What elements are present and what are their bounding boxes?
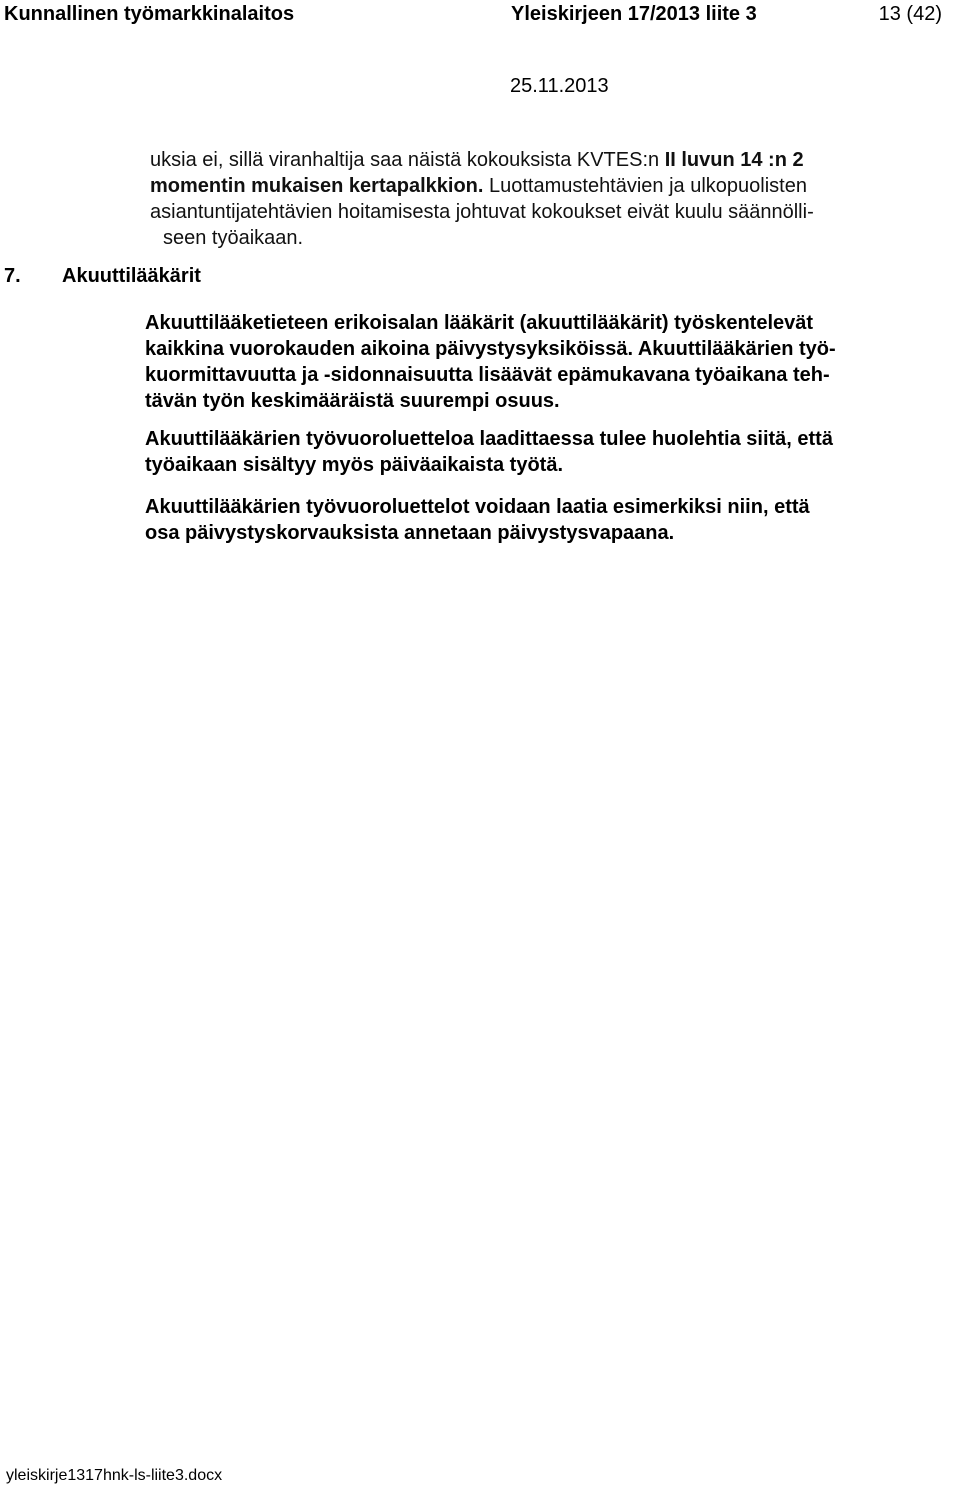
page-number: 13 (42) [878, 3, 942, 25]
paragraph-3-line-1: Akuuttilääkärien työvuoroluettelot voidaan laatia esimerkiksi niin, että [145, 496, 810, 518]
paragraph-1-line-4: tävän työn keskimääräistä suurempi osuus. [145, 390, 560, 412]
paragraph-1 [145, 310, 885, 414]
intro-line-1 [150, 147, 890, 173]
intro-line-4: seen työaikaan. [163, 227, 304, 249]
header-organization: Kunnallinen työmarkkinalaitos [4, 3, 295, 25]
paragraph-2-line-1: Akuuttilääkärien työvuoroluetteloa laadittaessa tulee huolehtia siitä, että [145, 428, 833, 450]
intro-line-2-regular: Luottamustehtävien ja ulkopuolisten [483, 175, 807, 197]
paragraph-3-line-2: osa päivystyskorvauksista annetaan päivystysvapaana. [145, 522, 675, 544]
intro-paragraph [150, 147, 890, 251]
document-date: 25.11.2013 [510, 75, 609, 97]
section-title: Akuuttilääkärit [62, 265, 201, 287]
intro-line-2 [150, 173, 890, 199]
footer-filename: yleiskirje1317hnk-ls-liite3.docx [6, 1467, 223, 1484]
header-document-title: Yleiskirjeen 17/2013 liite 3 [511, 3, 757, 25]
intro-line-1-regular: uksia ei, sillä viranhaltija saa näistä kokouksista KVTES:n [150, 149, 665, 171]
intro-line-3: asiantuntijatehtävien hoitamisesta johtuvat kokoukset eivät kuulu säännölli- [150, 201, 814, 223]
paragraph-1-line-2: kaikkina vuorokauden aikoina päivystysyksiköissä. Akuuttilääkärien työ- [145, 338, 836, 360]
paragraph-3 [145, 494, 885, 546]
section-number: 7. [4, 265, 21, 287]
paragraph-1-line-3: kuormittavuutta ja -sidonnaisuutta lisäävät epämukavana työaikana teh- [145, 364, 830, 386]
paragraph-1-line-1: Akuuttilääketieteen erikoisalan lääkärit (akuuttilääkärit) työskentelevät [145, 312, 814, 334]
section-heading [4, 264, 201, 288]
paragraph-2 [145, 426, 885, 478]
paragraph-2-line-2: työaikaan sisältyy myös päiväaikaista työtä. [145, 454, 563, 476]
intro-line-2-bold: momentin mukaisen kertapalkkion. [150, 175, 484, 197]
intro-line-1-bold: II luvun 14 :n 2 [664, 149, 804, 171]
